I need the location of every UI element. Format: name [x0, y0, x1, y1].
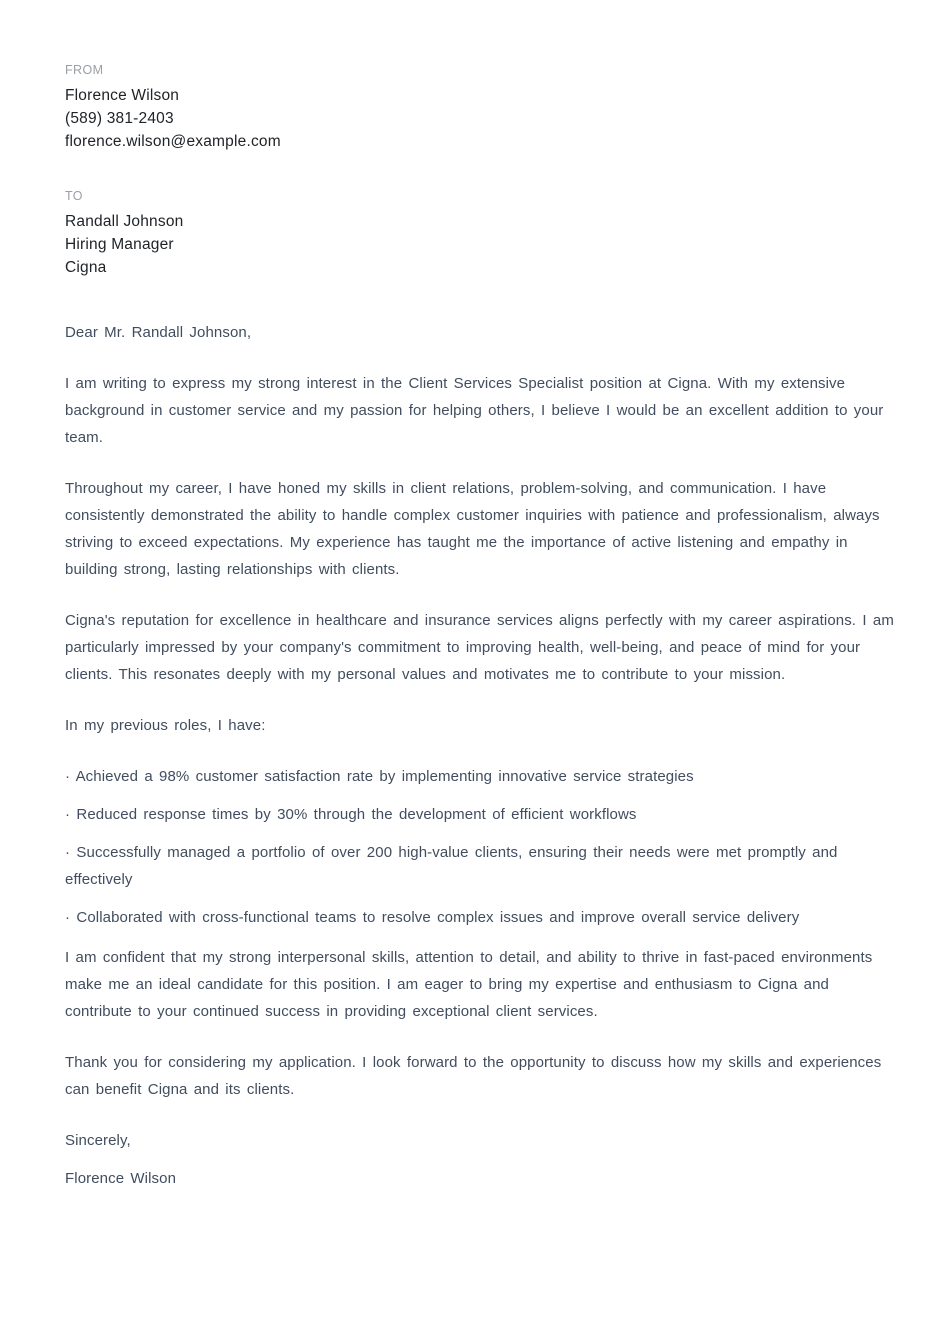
achievement-list [65, 763, 895, 931]
signoff: Sincerely, [65, 1132, 131, 1149]
sender-phone: (589) 381-2403 [65, 110, 174, 127]
letter-body [65, 319, 895, 1192]
paragraph-skills: Throughout my career, I have honed my skills in client relations, problem-solving, and communication. I have consistently demonstrated the ability to handle complex customer inquiries with patience and professionalism, always striving to exceed expectations. My experience has taught me the importance of active listening and empathy in building strong, lasting relationships with clients. [65, 480, 880, 578]
from-label: FROM [65, 63, 104, 77]
paragraph-thanks: Thank you for considering my application. I look forward to the opportunity to discuss how my skills and experiences can benefit Cigna and its clients. [65, 1054, 882, 1098]
bullet-icon: · [65, 806, 71, 823]
achievement-text: Collaborated with cross-functional teams to resolve complex issues and improve overall service delivery [76, 909, 800, 926]
achievement-item [65, 801, 895, 828]
recipient-title: Hiring Manager [65, 236, 174, 253]
achievement-text: Successfully managed a portfolio of over 200 high-value clients, ensuring their needs were met promptly and effectively [65, 844, 838, 888]
sender-email: florence.wilson@example.com [65, 133, 281, 150]
achievement-item [65, 904, 895, 931]
paragraph-company: Cigna's reputation for excellence in healthcare and insurance services aligns perfectly with my career aspirations. I am particularly impressed by your company's commitment to improving health, well-being, and peace of mind for your clients. This resonates deeply with my personal values and motivates me to contribute to your mission. [65, 612, 894, 683]
achievement-text: Reduced response times by 30% through the development of efficient workflows [76, 806, 637, 823]
to-label: TO [65, 189, 83, 203]
paragraph-confidence: I am confident that my strong interpersonal skills, attention to detail, and ability to thrive in fast-paced environments make me an ideal candidate for this position. I am eager to bring my expertise and enthusiasm to Cigna and contribute to your continued success in providing exceptional client services. [65, 949, 873, 1020]
bullet-icon: · [65, 909, 71, 926]
bullet-icon: · [65, 844, 71, 861]
achievement-item [65, 839, 895, 893]
from-block [65, 62, 895, 153]
bullet-icon: · [65, 768, 71, 785]
recipient-company: Cigna [65, 259, 107, 276]
to-block [65, 188, 895, 279]
recipient-name: Randall Johnson [65, 213, 184, 230]
achievement-text: Achieved a 98% customer satisfaction rate by implementing innovative service strategies [75, 768, 694, 785]
sender-name: Florence Wilson [65, 87, 180, 104]
paragraph-interest: I am writing to express my strong interest in the Client Services Specialist position at Cigna. With my extensive background in customer service and my passion for helping others, I believe I would be an excellent addition to your team. [65, 375, 884, 446]
bullets-intro: In my previous roles, I have: [65, 717, 266, 734]
signature-name: Florence Wilson [65, 1170, 177, 1187]
achievement-item [65, 763, 895, 790]
greeting: Dear Mr. Randall Johnson, [65, 324, 252, 341]
letter-header [65, 62, 895, 279]
